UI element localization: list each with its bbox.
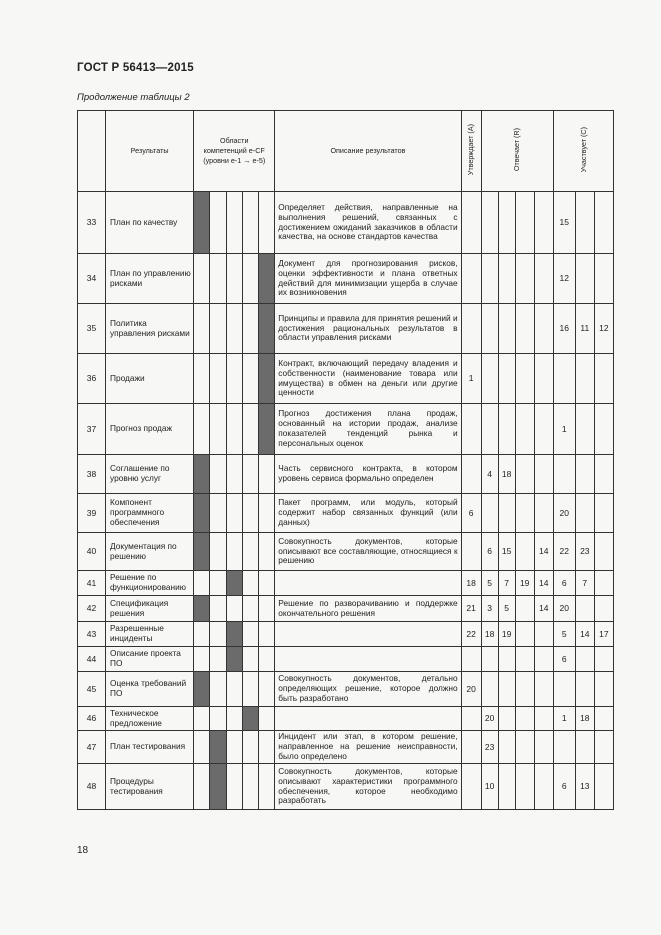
row-number: 41 [78, 571, 106, 596]
competence-level-cell [259, 731, 275, 764]
responsible-value [534, 764, 553, 810]
row-number: 48 [78, 764, 106, 810]
competence-level-cell [194, 622, 210, 647]
competence-level-cell [210, 571, 227, 596]
competence-level-cell [227, 455, 243, 494]
competence-level-cell [194, 404, 210, 455]
table-row [78, 254, 614, 304]
competence-level-cell [259, 647, 275, 672]
responsible-value [498, 647, 515, 672]
responsible-value [515, 494, 534, 533]
participates-value: 20 [553, 596, 575, 622]
competence-level-cell [227, 672, 243, 707]
competence-level-marker [194, 533, 210, 571]
row-description: Инцидент или этап, в котором решение, направленное на решение неисправности, было определено [275, 731, 461, 764]
responsible-value [534, 354, 553, 404]
row-number: 35 [78, 304, 106, 354]
competence-level-cell [210, 707, 227, 731]
approves-value [461, 192, 481, 254]
competence-level-cell [210, 533, 227, 571]
responsible-value [481, 494, 498, 533]
competence-level-marker [210, 731, 227, 764]
participates-value: 1 [553, 404, 575, 455]
responsible-value: 15 [498, 533, 515, 571]
participates-value [594, 192, 613, 254]
approves-value [461, 647, 481, 672]
responsible-value [498, 731, 515, 764]
row-number: 46 [78, 707, 106, 731]
approves-value [461, 254, 481, 304]
competence-level-cell [259, 672, 275, 707]
table-row [78, 455, 614, 494]
competence-level-cell [194, 707, 210, 731]
header-approves: Утверждает (A) [461, 111, 481, 192]
row-description [275, 647, 461, 672]
participates-value [575, 672, 594, 707]
participates-value: 14 [575, 622, 594, 647]
row-result: Разрешенные инциденты [106, 622, 194, 647]
responsible-value [481, 354, 498, 404]
approves-value [461, 404, 481, 455]
participates-value [594, 596, 613, 622]
results-table [77, 110, 614, 810]
responsible-value [534, 254, 553, 304]
responsible-value [534, 192, 553, 254]
responsible-value [534, 304, 553, 354]
participates-value [594, 707, 613, 731]
competence-level-cell [194, 304, 210, 354]
table-row [78, 494, 614, 533]
row-number: 42 [78, 596, 106, 622]
table-row [78, 192, 614, 254]
participates-value: 5 [553, 622, 575, 647]
responsible-value [534, 404, 553, 455]
responsible-value [515, 647, 534, 672]
responsible-value [481, 304, 498, 354]
participates-value [575, 647, 594, 672]
competence-level-cell [194, 731, 210, 764]
table-row [78, 707, 614, 731]
page-number: 18 [77, 845, 89, 856]
table-row [78, 533, 614, 571]
participates-value [575, 455, 594, 494]
row-result: Оценка требований ПО [106, 672, 194, 707]
participates-value [575, 192, 594, 254]
participates-value [553, 354, 575, 404]
row-description: Контракт, включающий передачу владения и собственности (наименование товара или имущества) в обмен на деньги или другие ценности [275, 354, 461, 404]
participates-value: 12 [594, 304, 613, 354]
responsible-value [515, 731, 534, 764]
responsible-value [515, 254, 534, 304]
competence-level-marker [194, 494, 210, 533]
competence-level-marker [210, 764, 227, 810]
approves-value: 18 [461, 571, 481, 596]
responsible-value [481, 404, 498, 455]
participates-value [594, 533, 613, 571]
competence-level-cell [227, 764, 243, 810]
participates-value [594, 254, 613, 304]
participates-value [594, 404, 613, 455]
responsible-value [534, 672, 553, 707]
competence-level-cell [259, 494, 275, 533]
competence-level-cell [259, 764, 275, 810]
competence-level-marker [259, 254, 275, 304]
row-description [275, 622, 461, 647]
responsible-value [498, 254, 515, 304]
participates-value: 20 [553, 494, 575, 533]
row-description [275, 707, 461, 731]
row-description: Решение по разворачиванию и поддержке окончательного решения [275, 596, 461, 622]
participates-value [575, 354, 594, 404]
competence-level-cell [243, 494, 259, 533]
competence-level-cell [243, 672, 259, 707]
participates-value: 1 [553, 707, 575, 731]
row-result: Решение по функционированию [106, 571, 194, 596]
responsible-value [515, 404, 534, 455]
row-number: 43 [78, 622, 106, 647]
row-description: Прогноз достижения плана продаж, основанный на истории продаж, анализе показателей тенденций рынка и персональных оценок [275, 404, 461, 455]
responsible-value: 5 [481, 571, 498, 596]
row-description: Совокупность документов, которые описывают характеристики программного обеспечения, которое необходимо разработать [275, 764, 461, 810]
participates-value [575, 731, 594, 764]
table-row [78, 404, 614, 455]
table-row [78, 647, 614, 672]
responsible-value: 20 [481, 707, 498, 731]
competence-level-cell [243, 596, 259, 622]
competence-level-cell [210, 672, 227, 707]
row-result: Прогноз продаж [106, 404, 194, 455]
responsible-value: 14 [534, 571, 553, 596]
competence-level-cell [243, 455, 259, 494]
competence-level-cell [210, 354, 227, 404]
responsible-value [515, 707, 534, 731]
row-description: Часть сервисного контракта, в котором уровень сервиса формально определен [275, 455, 461, 494]
responsible-value [534, 647, 553, 672]
competence-level-cell [227, 354, 243, 404]
participates-value: 15 [553, 192, 575, 254]
row-result: Описание проекта ПО [106, 647, 194, 672]
row-description: Пакет программ, или модуль, который содержит набор связанных функций (или данных) [275, 494, 461, 533]
participates-value: 6 [553, 647, 575, 672]
responsible-value [515, 354, 534, 404]
table-row [78, 764, 614, 810]
row-number: 40 [78, 533, 106, 571]
row-number: 45 [78, 672, 106, 707]
approves-value: 20 [461, 672, 481, 707]
responsible-value [498, 494, 515, 533]
row-result: Политика управления рисками [106, 304, 194, 354]
row-description: Совокупность документов, детально определяющих решение, которое должно быть разработано [275, 672, 461, 707]
approves-value: 6 [461, 494, 481, 533]
header-responsible: Отвечает (R) [481, 111, 553, 192]
participates-value: 13 [575, 764, 594, 810]
competence-level-cell [227, 731, 243, 764]
competence-level-cell [243, 533, 259, 571]
participates-value: 6 [553, 764, 575, 810]
responsible-value [515, 672, 534, 707]
document-code: ГОСТ Р 56413—2015 [77, 62, 194, 74]
table-row [78, 304, 614, 354]
competence-level-cell [243, 192, 259, 254]
participates-value [553, 731, 575, 764]
participates-value [575, 254, 594, 304]
row-result: План по управлению рисками [106, 254, 194, 304]
competence-level-cell [243, 647, 259, 672]
row-result: Продажи [106, 354, 194, 404]
header-results: Результаты [106, 111, 194, 192]
competence-level-marker [243, 707, 259, 731]
participates-value [553, 672, 575, 707]
approves-value: 22 [461, 622, 481, 647]
responsible-value [481, 647, 498, 672]
competence-level-cell [243, 354, 259, 404]
approves-value [461, 707, 481, 731]
row-result: Компонент программного обеспечения [106, 494, 194, 533]
competence-level-cell [243, 622, 259, 647]
responsible-value: 19 [515, 571, 534, 596]
competence-level-marker [194, 192, 210, 254]
row-result: Соглашение по уровню услуг [106, 455, 194, 494]
row-description: Документ для прогнозирования рисков, оценки эффективности и плана ответных действий для минимизации ущерба в случае их возникновения [275, 254, 461, 304]
competence-level-cell [210, 304, 227, 354]
competence-level-marker [227, 647, 243, 672]
row-number: 37 [78, 404, 106, 455]
table-row [78, 571, 614, 596]
participates-value: 12 [553, 254, 575, 304]
responsible-value [515, 622, 534, 647]
participates-value [594, 494, 613, 533]
participates-value [575, 404, 594, 455]
responsible-value [481, 254, 498, 304]
responsible-value [498, 304, 515, 354]
competence-level-cell [210, 455, 227, 494]
responsible-value [534, 455, 553, 494]
row-result: План тестирования [106, 731, 194, 764]
responsible-value: 18 [481, 622, 498, 647]
approves-value [461, 764, 481, 810]
row-description [275, 571, 461, 596]
competence-level-marker [259, 304, 275, 354]
responsible-value [515, 192, 534, 254]
row-number: 39 [78, 494, 106, 533]
participates-value: 6 [553, 571, 575, 596]
competence-level-cell [210, 494, 227, 533]
competence-level-cell [243, 254, 259, 304]
row-result: Документация по решению [106, 533, 194, 571]
responsible-value [534, 731, 553, 764]
approves-value: 1 [461, 354, 481, 404]
responsible-value: 4 [481, 455, 498, 494]
responsible-value: 23 [481, 731, 498, 764]
approves-value [461, 731, 481, 764]
table-continuation-label: Продолжение таблицы 2 [77, 92, 190, 103]
participates-value [594, 354, 613, 404]
responsible-value [498, 354, 515, 404]
competence-level-cell [210, 622, 227, 647]
approves-value [461, 533, 481, 571]
responsible-value [515, 455, 534, 494]
participates-value: 23 [575, 533, 594, 571]
competence-level-cell [227, 404, 243, 455]
competence-level-cell [227, 494, 243, 533]
responsible-value [481, 672, 498, 707]
competence-level-marker [259, 354, 275, 404]
competence-level-marker [227, 622, 243, 647]
responsible-value [498, 707, 515, 731]
row-result: Техническое предложение [106, 707, 194, 731]
row-number: 47 [78, 731, 106, 764]
competence-level-cell [194, 647, 210, 672]
competence-level-cell [194, 764, 210, 810]
competence-level-cell [259, 596, 275, 622]
approves-value: 21 [461, 596, 481, 622]
competence-level-cell [210, 596, 227, 622]
header-number [78, 111, 106, 192]
responsible-value [498, 672, 515, 707]
competence-level-cell [259, 192, 275, 254]
table-row [78, 354, 614, 404]
competence-level-cell [194, 354, 210, 404]
competence-level-cell [243, 571, 259, 596]
competence-level-cell [243, 731, 259, 764]
responsible-value: 10 [481, 764, 498, 810]
competence-level-cell [194, 254, 210, 304]
table-row [78, 596, 614, 622]
responsible-value [515, 596, 534, 622]
table-row [78, 672, 614, 707]
participates-value [575, 494, 594, 533]
participates-value [553, 455, 575, 494]
responsible-value: 19 [498, 622, 515, 647]
row-number: 33 [78, 192, 106, 254]
approves-value [461, 455, 481, 494]
responsible-value [481, 192, 498, 254]
table-row [78, 622, 614, 647]
participates-value: 11 [575, 304, 594, 354]
participates-value: 17 [594, 622, 613, 647]
responsible-value: 14 [534, 533, 553, 571]
participates-value [594, 764, 613, 810]
participates-value [594, 647, 613, 672]
competence-level-marker [194, 455, 210, 494]
participates-value [594, 672, 613, 707]
responsible-value [534, 707, 553, 731]
responsible-value [515, 304, 534, 354]
responsible-value: 14 [534, 596, 553, 622]
competence-level-cell [259, 571, 275, 596]
row-result: План по качеству [106, 192, 194, 254]
participates-value: 18 [575, 707, 594, 731]
responsible-value: 7 [498, 571, 515, 596]
competence-level-cell [227, 707, 243, 731]
competence-level-cell [227, 596, 243, 622]
participates-value: 22 [553, 533, 575, 571]
competence-level-cell [259, 707, 275, 731]
competence-level-marker [259, 404, 275, 455]
responsible-value [498, 404, 515, 455]
row-description: Принципы и правила для принятия решений и достижения рациональных результатов в области управления рисками [275, 304, 461, 354]
participates-value: 7 [575, 571, 594, 596]
approves-value [461, 304, 481, 354]
competence-level-cell [210, 404, 227, 455]
responsible-value [498, 764, 515, 810]
competence-level-cell [227, 533, 243, 571]
competence-level-cell [194, 571, 210, 596]
responsible-value: 6 [481, 533, 498, 571]
participates-value [594, 455, 613, 494]
participates-value: 16 [553, 304, 575, 354]
table-row [78, 731, 614, 764]
participates-value [594, 731, 613, 764]
competence-level-cell [227, 192, 243, 254]
competence-level-cell [227, 304, 243, 354]
competence-level-cell [210, 192, 227, 254]
competence-level-marker [227, 571, 243, 596]
row-result: Процедуры тестирования [106, 764, 194, 810]
competence-level-cell [243, 764, 259, 810]
responsible-value [515, 533, 534, 571]
row-result: Спецификация решения [106, 596, 194, 622]
participates-value [575, 596, 594, 622]
row-description: Определяет действия, направленные на выполнения решений, связанных с достижением ожиданий заказчиков в области качества, на основе стандартов качества [275, 192, 461, 254]
responsible-value [534, 494, 553, 533]
competence-level-marker [194, 672, 210, 707]
competence-level-cell [243, 404, 259, 455]
competence-level-marker [194, 596, 210, 622]
responsible-value [515, 764, 534, 810]
responsible-value [534, 622, 553, 647]
responsible-value [498, 192, 515, 254]
row-number: 38 [78, 455, 106, 494]
row-number: 44 [78, 647, 106, 672]
competence-level-cell [227, 254, 243, 304]
competence-level-cell [259, 455, 275, 494]
responsible-value: 18 [498, 455, 515, 494]
row-number: 34 [78, 254, 106, 304]
participates-value [594, 571, 613, 596]
row-description: Совокупность документов, которые описывают все составляющие, относящиеся к решению [275, 533, 461, 571]
competence-level-cell [259, 533, 275, 571]
competence-level-cell [243, 304, 259, 354]
header-participates: Участвует (C) [553, 111, 613, 192]
competence-level-cell [259, 622, 275, 647]
competence-level-cell [210, 647, 227, 672]
competence-level-cell [210, 254, 227, 304]
responsible-value: 5 [498, 596, 515, 622]
header-competence: Области компетенций e-CF (уровни e-1 → e-5) [194, 111, 275, 192]
header-description: Описание результатов [275, 111, 461, 192]
responsible-value: 3 [481, 596, 498, 622]
row-number: 36 [78, 354, 106, 404]
